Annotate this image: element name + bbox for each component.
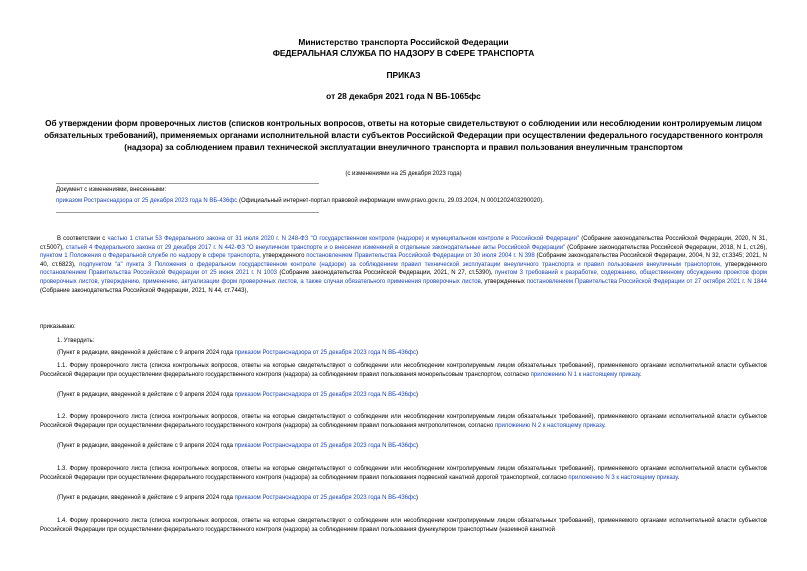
issuer-agency: ФЕДЕРАЛЬНАЯ СЛУЖБА ПО НАДЗОРУ В СФЕРЕ ТРАНСПОРТА: [272, 48, 535, 58]
preamble-text: В соответствии с: [57, 236, 108, 242]
document-type: ПРИКАЗ: [386, 70, 421, 80]
note-order-link[interactable]: приказом Ространснадзора от 25 декабря 2023 года N ВБ-436фс: [234, 443, 416, 449]
note-order-link[interactable]: приказом Ространснадзора от 25 декабря 2023 года N ВБ-436фс: [234, 350, 416, 356]
item-1-2: [40, 413, 767, 430]
note-close: ): [415, 495, 418, 501]
note-text: (Пункт в редакции, введенной в действие с 9 апреля 2024 года: [57, 350, 235, 356]
item-1-1: [40, 362, 767, 379]
note-close: ): [415, 443, 418, 449]
item-1-1-note: [57, 391, 418, 399]
preamble-legal-link[interactable]: постановлением Правительства Российской Федерации от 27 октября 2021 г. N 1844: [526, 278, 767, 285]
item-1-3: [40, 465, 767, 482]
note-order-link[interactable]: приказом Ространснадзора от 25 декабря 2023 года N ВБ-436фс: [234, 392, 416, 398]
item-1-note: [57, 349, 418, 357]
note-close: ): [415, 350, 418, 356]
amending-order-source: (Официальный интернет-портал правовой информации www.pravo.gov.ru, 29.03.2024, N 0001202403290020).: [237, 198, 544, 204]
issuer-ministry: Министерство транспорта Российской Федерации: [298, 37, 509, 47]
preamble-legal-link[interactable]: частью 1 статьи 53 Федерального закона от 31 июля 2020 г. N 248-ФЗ "О государственном контроле (надзоре) и муниципальном контроле в Российской Федерации": [107, 236, 580, 242]
amendments-block: [56, 186, 746, 205]
preamble-text: (Собрание законодательства Российской Федерации, 2020, N 31, ст.5007),: [40, 236, 768, 251]
preamble-legal-link[interactable]: пунктом 1 Положения о Федеральной службе по надзору в сфере транспорта: [40, 253, 260, 260]
preamble-text: (Собрание законодательства Российской Федерации, 2018, N 1, ст.26),: [565, 244, 768, 251]
appendix-1-link[interactable]: приложению N 1 к настоящему приказу: [530, 371, 640, 378]
amendments-intro: Документ с изменениями, внесенными:: [56, 187, 167, 193]
preamble-legal-link[interactable]: постановлением Правительства Российской Федерации от 30 июля 2004 г. N 398: [306, 253, 535, 260]
note-text: (Пункт в редакции, введенной в действие с 9 апреля 2024 года: [57, 392, 235, 398]
preamble-legal-link[interactable]: подпунктом "а" пункта 3 Положения о федеральном государственном контроле (надзоре) за соблюдением правил технической эксплуатации внеуличного транспорта и правил пользования внеуличным транспортом: [79, 261, 721, 268]
preamble-text: (Собрание законодательства Российской Федерации, 2021, N 44, ст.7443),: [40, 287, 249, 294]
item-1-2-dot: .: [604, 422, 606, 429]
preamble-paragraph: [40, 235, 767, 295]
item-1-3-note: [57, 494, 418, 502]
item-1-3-text: 1.3. Форму проверочного листа (списка контрольных вопросов, ответы на которые свидетельствуют о соблюдении или несоблюдении контролируемым лицом обязательных требований), применяемого органами исполнительной власти субъектов Российской Федерации при осуществлении федерального государственного контроля (надзора) за соблюдением правил пользования подвесной канатной дорогой транспортной, согласно: [40, 466, 767, 481]
preamble-text: (Собрание законодательства Российской Федерации, 2004, N 32, ст.3345; 2021, N 40, ст.6823),: [40, 253, 767, 268]
preamble-text: , утвержденных: [480, 278, 527, 285]
preamble-text: , утвержденного: [720, 261, 767, 268]
item-1-1-text: 1.1. Форму проверочного листа (списка контрольных вопросов, ответы на которые свидетельствуют о соблюдении или несоблюдении контролируемым лицом обязательных требований), применяемого органами исполнительной власти субъектов Российской Федерации при осуществлении федерального государственного контроля (надзора) за соблюдением правил пользования монорельсовым транспортом, согласно: [40, 363, 767, 378]
note-text: (Пункт в редакции, введенной в действие с 9 апреля 2024 года: [57, 443, 235, 449]
appendix-3-link[interactable]: приложению N 3 к настоящему приказу: [568, 474, 678, 481]
note-order-link[interactable]: приказом Ространснадзора от 25 декабря 2023 года N ВБ-436фс: [234, 495, 416, 501]
divider-bottom: [56, 212, 319, 213]
preamble-legal-link[interactable]: пунктом 3 требований к разработке, содержанию, общественному обсуждению проектов форм проверочных листов, утверждению, применению, актуализации форм проверочных листов, а также случаи обязательного применения проверочных листов: [40, 270, 768, 285]
document-date-number: от 28 декабря 2021 года N ВБ-1065фс: [326, 91, 481, 101]
item-1-3-dot: .: [677, 474, 680, 481]
preamble-text: , утвержденного: [259, 253, 307, 260]
preamble-legal-link[interactable]: постановлением Правительства Российской Федерации от 25 июня 2021 г. N 1003: [40, 270, 277, 277]
item-1-4-text: 1.4. Форму проверочного листа (списка контрольных вопросов, ответы на которые свидетельствуют о соблюдении или несоблюдении контролируемым лицом обязательных требований), применяемого органами исполнительной власти субъектов Российской Федерации при осуществлении федерального государственного контроля (надзора) за соблюдением правил пользования фуникулером транспортным (наземной канатной: [40, 518, 767, 533]
item-1-4: [40, 517, 767, 534]
appendix-2-link[interactable]: приложению N 2 к настоящему приказу: [494, 422, 605, 429]
orders-line: приказываю:: [40, 324, 76, 330]
amendments-entry: [56, 197, 746, 205]
item-1-2-note: [57, 442, 418, 450]
amendment-note: (с изменениями на 25 декабря 2023 года): [345, 171, 462, 177]
item-1-1-dot: .: [639, 371, 642, 378]
item-1-2-text: 1.2. Форму проверочного листа (списка контрольных вопросов, ответы на которые свидетельствуют о соблюдении или несоблюдении контролируемым лицом обязательных требований), применяемого органами исполнительной власти субъектов Российской Федерации при осуществлении федерального государственного контроля (надзора) за соблюдением правил пользования метрополитеном, согласно: [40, 414, 767, 429]
note-text: (Пункт в редакции, введенной в действие с 9 апреля 2024 года: [57, 495, 235, 501]
item-1: 1. Утвердить:: [57, 338, 95, 344]
amending-order-link[interactable]: приказом Ространснадзора от 25 декабря 2023 года N ВБ-436фс: [56, 198, 238, 204]
preamble-text: (Собрание законодательства Российской Федерации, 2021, N 27, ст.5390),: [277, 270, 495, 277]
document-title: Об утверждении форм проверочных листов (списков контрольных вопросов, ответы на которые свидетельствуют о соблюдении или несоблюдении контролируемым лицом обязательных требований), применяемых органами исполнительной власти субъектов Российской Федерации при осуществлении федерального государственного контроля (надзора) за соблюдением правил технической эксплуатации внеуличного транспорта и правил пользования внеуличным транспортом: [44, 119, 763, 152]
note-close: ): [415, 392, 418, 398]
preamble-legal-link[interactable]: статьей 4 Федерального закона от 29 декабря 2017 г. N 442-ФЗ "О внеуличном транспорте и о внесении изменений в отдельные законодательные акты Российской Федерации": [65, 244, 566, 251]
divider-top: [56, 183, 319, 184]
